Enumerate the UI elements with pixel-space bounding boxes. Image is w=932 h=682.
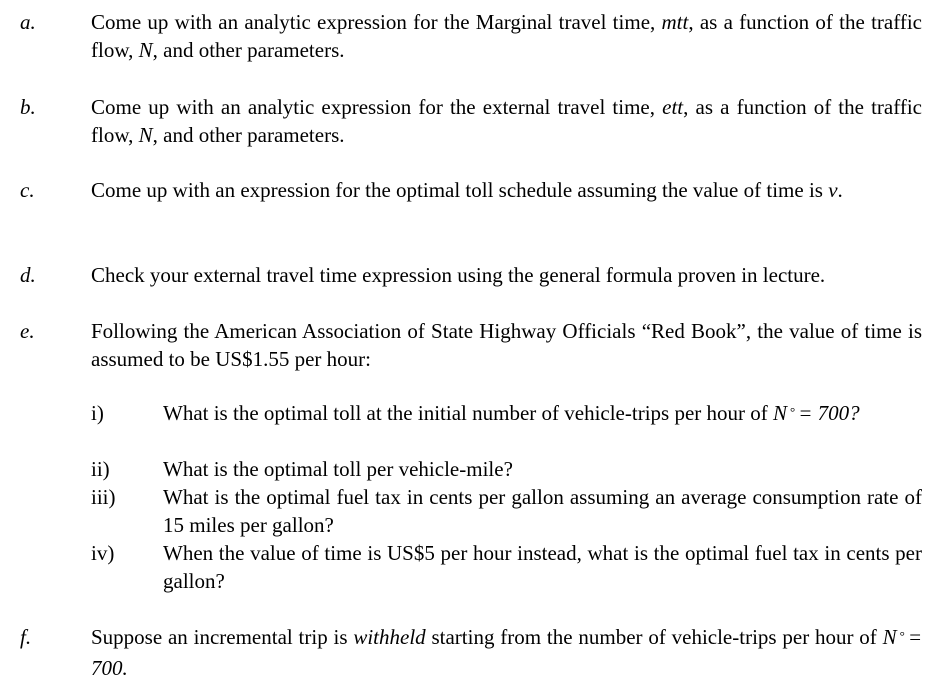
text: Come up with an expression for the optimal toll schedule assuming the value of time is	[91, 178, 829, 202]
degree-superscript: °	[790, 404, 796, 419]
var-mtt: mtt	[661, 10, 689, 34]
subitem-iv-text: When the value of time is US$5 per hour instead, what is the optimal fuel tax in cents per gallon?	[163, 541, 922, 593]
item-label-e: e.	[20, 319, 35, 343]
subitem-iii-text: What is the optimal fuel tax in cents per gallon assuming an average consumption rate of 15 miles per gallon?	[163, 485, 922, 537]
text: = 700?	[798, 401, 860, 425]
item-label-a: a.	[20, 10, 36, 34]
item-c-text	[91, 176, 922, 204]
text: , as a function of the traffic flow,	[91, 95, 923, 147]
item-f-text	[91, 623, 922, 682]
emphasis-withheld: withheld	[353, 625, 426, 649]
item-label-f: f.	[20, 625, 32, 649]
item-e-text: Following the American Association of State Highway Officials “Red Book”, the value of time is assumed to be US$1.55 per hour:	[91, 319, 922, 371]
item-label-b: b.	[20, 95, 36, 119]
text: , and other parameters.	[152, 123, 345, 147]
var-ett: ett	[662, 95, 684, 119]
subitem-num-ii: ii)	[91, 457, 110, 481]
text: Suppose an incremental trip is	[91, 625, 354, 649]
text: .	[837, 178, 843, 202]
var-n: N	[138, 123, 153, 147]
item-b-text	[91, 93, 922, 149]
text: Come up with an analytic expression for the Marginal travel time,	[91, 10, 662, 34]
var-n: N	[882, 625, 897, 649]
degree-superscript: °	[899, 628, 905, 643]
subitem-num-iv: iv)	[91, 541, 115, 565]
var-n: N	[773, 401, 788, 425]
text: , and other parameters.	[152, 38, 345, 62]
subitem-i-text	[163, 399, 922, 430]
subitem-num-i: i)	[91, 401, 104, 425]
text: , as a function of the traffic flow,	[91, 10, 922, 62]
var-n: N	[138, 38, 153, 62]
text: What is the optimal toll at the initial number of vehicle-trips per hour of	[163, 401, 774, 425]
text: starting from the number of vehicle-trips per hour of	[425, 625, 883, 649]
text: = 700.	[91, 625, 923, 680]
subitem-num-iii: iii)	[91, 485, 116, 509]
item-label-d: d.	[20, 263, 36, 287]
var-v: v	[828, 178, 838, 202]
subitem-ii-text: What is the optimal toll per vehicle-mile?	[163, 457, 513, 481]
item-d-text: Check your external travel time expression using the general formula proven in lecture.	[91, 263, 826, 287]
item-a-text	[91, 8, 922, 64]
text: Come up with an analytic expression for the external travel time,	[91, 95, 663, 119]
item-label-c: c.	[20, 178, 35, 202]
